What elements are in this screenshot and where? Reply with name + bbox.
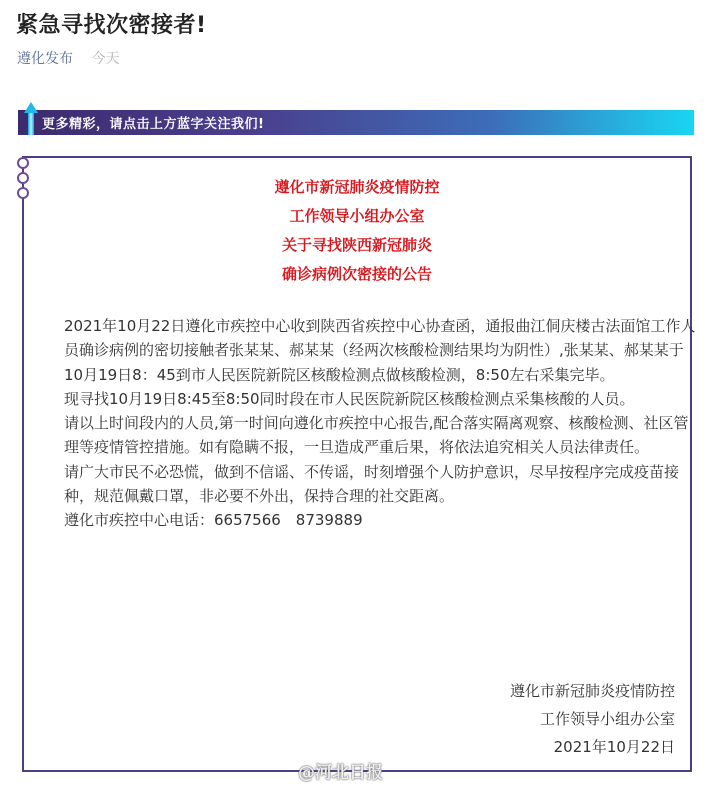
notice-body — [64, 314, 696, 533]
publish-date: 今天 — [91, 51, 120, 67]
author-link[interactable]: 遵化发布 — [17, 51, 73, 67]
watermark: @河北日报 — [298, 763, 383, 783]
contact-phone: 遵化市疾控中心电话：6657566 8739889 — [64, 511, 363, 530]
notice-paragraph: 请广大市民不必恐慌，做到不信谣、不传谣，时刻增强个人防护意识，尽早按程序完成疫苗接种，规范佩戴口罩，非必要不外出，保持合理的社交距离。 — [64, 462, 680, 506]
follow-banner — [18, 110, 694, 135]
heading-line: 关于寻找陕西新冠肺炎 — [281, 236, 432, 254]
notice-paragraph: 请以上时间段内的人员,第一时间向遵化市疾控中心报告,配合落实隔离观察、核酸检测、社区管理等疫情管控措施。如有隐瞒不报，一旦造成严重后果，将依法追究相关人员法律责任。 — [64, 414, 689, 457]
notice-heading — [22, 173, 692, 289]
up-arrow-icon — [24, 102, 38, 135]
heading-line: 工作领导小组办公室 — [289, 207, 425, 225]
notice-signature — [510, 677, 675, 761]
signature-line: 工作领导小组办公室 — [539, 710, 675, 728]
heading-line: 确诊病例次密接的公告 — [281, 265, 432, 283]
heading-line: 遵化市新冠肺炎疫情防控 — [274, 178, 440, 196]
notice-paragraph: 现寻找10月19日8:45至8:50同时段在市人民医院新院区核酸检测点采集核酸的人员。 — [64, 389, 635, 408]
article-title: 紧急寻找次密接者! — [16, 13, 207, 38]
signature-line: 遵化市新冠肺炎疫情防控 — [509, 682, 675, 700]
notice-paragraph: 2021年10月22日遵化市疾控中心收到陕西省疾控中心协查函，通报曲江侗庆楼古法面馆工作人员确诊病例的密切接触者张某某、郝某某（经两次核酸检测结果均为阴性）,张某某、郝某某于10月19日8：45到市人民医院新院区核酸检测点做核酸检测，8:50左右采集完毕。 — [64, 317, 696, 384]
banner-text: 更多精彩，请点击上方蓝字关注我们! — [42, 117, 265, 132]
article-meta — [17, 48, 119, 68]
signature-date: 2021年10月22日 — [553, 738, 675, 756]
